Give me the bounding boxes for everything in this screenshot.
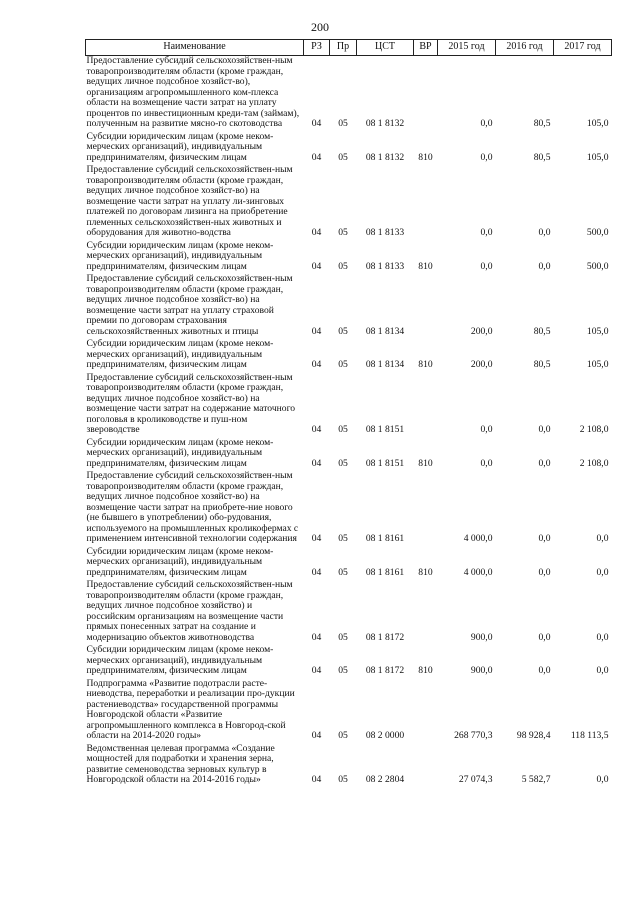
table-row [86,744,612,788]
cell-rz: 04 [311,774,322,785]
cell-2015: 200,0 [470,359,493,370]
table-row [86,339,612,373]
cell-2017: 0,0 [596,566,609,578]
cell-2015: 268 770,3 [454,730,493,741]
table-row [86,241,612,275]
cell-pr: 05 [338,118,348,129]
cell-rz: 04 [311,325,322,337]
cell-2015: 0,0 [480,457,493,469]
cell-vr [414,679,438,744]
cell-cst: 08 1 8172 [365,631,405,643]
cell-name: Предоставление субсидий сельскохозяйствен-ным товаропроизводителям области (кроме граждан, ведущих личное подсобное хозяйст-во) на возмещение части затрат на содержание маточного поголовья в кролиководстве и пуш-ном звероводстве [86,371,296,435]
cell-rz: 04 [311,227,322,238]
cell-rz: 04 [311,533,322,544]
cell-vr [414,165,438,241]
cell-name: Субсидии юридическим лицам (кроме неком-мерческих организаций), индивидуальным предпринимателям, физическим лицам [86,545,274,578]
cell-2016: 80,5 [533,325,551,337]
budget-table [85,39,612,788]
cell-rz: 04 [311,260,322,272]
cell-2017: 105,0 [586,151,609,163]
cell-pr: 05 [338,260,348,272]
cell-vr [414,580,438,645]
cell-2016: 0,0 [538,566,551,578]
cell-2016: 0,0 [538,457,551,469]
cell-2016: 0,0 [538,533,551,544]
cell-2017: 0,0 [596,665,609,676]
cell-2017: 500,0 [586,260,609,272]
cell-2017: 105,0 [586,118,609,129]
cell-cst: 08 1 8134 [365,359,405,370]
cell-2016: 98 928,4 [516,730,551,741]
cell-pr: 05 [338,665,348,676]
cell-cst: 08 2 0000 [365,730,405,741]
cell-2015: 0,0 [480,151,493,163]
cell-cst: 08 1 8151 [365,424,405,435]
cell-2016: 80,5 [533,118,551,129]
header-2015: 2015 год [438,40,496,56]
table-row [86,56,612,132]
header-2016: 2016 год [496,40,554,56]
header-name: Наименование [86,40,304,56]
cell-2017: 0,0 [596,631,609,643]
cell-rz: 04 [311,730,322,741]
cell-cst: 08 1 8134 [365,325,405,337]
table-body [86,56,612,788]
cell-2017: 500,0 [586,227,609,238]
cell-pr: 05 [338,151,348,163]
cell-2016: 0,0 [538,631,551,643]
cell-name: Субсидии юридическим лицам (кроме неком-мерческих организаций), индивидуальным предпринимателям, физическим лицам [86,338,274,370]
cell-vr [414,56,438,132]
cell-name: Предоставление субсидий сельскохозяйствен-ным товаропроизводителям области (кроме граждан, ведущих личное подсобное хозяйст-во), организациям агропромышленного ком-плекса области на возмещение части затрат на уплату процентов по инвестиционным креди-там (займам), полученным на развитие мясно-го скотоводства [86,55,300,129]
cell-vr: 810 [418,151,433,163]
cell-name: Предоставление субсидий сельскохозяйствен-ным товаропроизводителям области (кроме граждан, ведущих личное подсобное хозяйст-во) на возмещение части затрат на уплату ли-зинговых платежей по договорам лизинга на приобретение племенных сельскохозяйствен-ных животных и оборудования для животно-водства [86,164,293,238]
cell-rz: 04 [311,665,322,676]
cell-2016: 80,5 [533,151,551,163]
table-row [86,547,612,581]
cell-vr [414,744,438,788]
cell-pr: 05 [338,227,348,238]
cell-vr: 810 [418,359,433,370]
cell-name: Субсидии юридическим лицам (кроме неком-мерческих организаций), индивидуальным предпринимателям, физическим лицам [86,239,274,272]
cell-2015: 900,0 [470,665,493,676]
cell-2016: 0,0 [538,665,551,676]
cell-2016: 0,0 [538,227,551,238]
table-row [86,438,612,472]
cell-cst: 08 1 8132 [365,151,405,163]
cell-pr: 05 [338,566,348,578]
cell-name: Подпрограмма «Развитие подотрасли расте-ниеводства, переработки и реализации про-дукции растениеводства» государственной программы Новгородской области «Развитие агропромышленного комплекса в Новгород-ской области на 2014-2020 годы» [86,677,295,741]
cell-cst: 08 1 8172 [365,665,405,676]
cell-rz: 04 [311,457,322,469]
cell-cst: 08 1 8161 [365,566,405,578]
cell-cst: 08 2 2804 [365,774,405,785]
cell-2017: 105,0 [586,325,609,337]
cell-2015: 0,0 [480,424,493,435]
cell-2016: 5 582,7 [521,774,551,785]
table-row [86,471,612,547]
table-row [86,679,612,744]
cell-2016: 80,5 [533,359,551,370]
cell-vr: 810 [418,260,433,272]
cell-2016: 0,0 [538,424,551,435]
cell-vr: 810 [418,566,433,578]
cell-vr [414,373,438,438]
cell-name: Ведомственная целевая программа «Создание мощностей для подработки и хранения зерна, развитие семеноводства зерновых культур в Новгородской области на 2014-2016 годы» [86,742,275,785]
cell-rz: 04 [311,151,322,163]
table-row [86,132,612,166]
cell-name: Предоставление субсидий сельскохозяйствен-ным товаропроизводителям области (кроме граждан, ведущих личное подсобное хозяйство) и российским организациям на возмещение части прямых понесенных затрат на создание и модернизацию объектов животноводства [86,579,293,643]
cell-2016: 0,0 [538,260,551,272]
cell-cst: 08 1 8132 [365,118,405,129]
cell-cst: 08 1 8151 [365,457,405,469]
table-row [86,165,612,241]
cell-name: Субсидии юридическим лицам (кроме неком-мерческих организаций), индивидуальным предпринимателям, физическим лицам [86,644,274,676]
cell-pr: 05 [338,730,348,741]
cell-name: Субсидии юридическим лицам (кроме неком-мерческих организаций), индивидуальным предпринимателям, физическим лицам [86,436,274,469]
cell-2015: 0,0 [480,118,493,129]
header-pr: Пр [330,40,357,56]
page-number: 200 [311,20,329,34]
header-rz: РЗ [304,40,330,56]
cell-cst: 08 1 8161 [365,533,405,544]
cell-rz: 04 [311,566,322,578]
cell-2017: 0,0 [596,533,609,544]
cell-vr [414,471,438,547]
cell-2015: 0,0 [480,260,493,272]
cell-cst: 08 1 8133 [365,227,405,238]
cell-pr: 05 [338,774,348,785]
cell-rz: 04 [311,118,322,129]
cell-2015: 200,0 [470,325,493,337]
cell-vr [414,274,438,339]
cell-name: Предоставление субсидий сельскохозяйствен-ным товаропроизводителям области (кроме граждан, ведущих личное подсобное хозяйст-во) на возмещение части затрат на приобрете-ние нового (не бывшего в употреблении) обо-рудования, используемого на промышленных кроликофермах с применением интенсивной технологии содержания [86,470,299,544]
header-2017: 2017 год [554,40,612,56]
cell-2015: 900,0 [470,631,493,643]
header-vr: ВР [414,40,438,56]
cell-2015: 4 000,0 [463,533,493,544]
cell-2017: 2 108,0 [579,457,609,469]
cell-vr: 810 [418,457,433,469]
cell-pr: 05 [338,325,348,337]
cell-2017: 118 113,5 [570,730,609,741]
table-row [86,373,612,438]
cell-vr: 810 [418,665,433,676]
cell-pr: 05 [338,631,348,643]
cell-2017: 0,0 [596,774,609,785]
cell-rz: 04 [311,631,322,643]
cell-pr: 05 [338,424,348,435]
cell-2015: 27 074,3 [458,774,493,785]
table-row [86,580,612,645]
cell-name: Субсидии юридическим лицам (кроме неком-мерческих организаций), индивидуальным предпринимателям, физическим лицам [86,130,274,163]
cell-cst: 08 1 8133 [365,260,405,272]
cell-2015: 4 000,0 [463,566,493,578]
cell-pr: 05 [338,457,348,469]
header-cst: ЦСТ [357,40,414,56]
table-header-row [86,40,612,56]
cell-rz: 04 [311,424,322,435]
cell-2017: 2 108,0 [579,424,609,435]
table-row [86,645,612,679]
cell-2017: 105,0 [586,359,609,370]
cell-pr: 05 [338,359,348,370]
cell-name: Предоставление субсидий сельскохозяйствен-ным товаропроизводителям области (кроме граждан, ведущих личное подсобное хозяйст-во) на возмещение части затрат на уплату страховой премии по договорам страхования сельскохозяйственных животных и птицы [86,273,293,337]
cell-pr: 05 [338,533,348,544]
cell-2015: 0,0 [480,227,493,238]
cell-rz: 04 [311,359,322,370]
table-row [86,274,612,339]
